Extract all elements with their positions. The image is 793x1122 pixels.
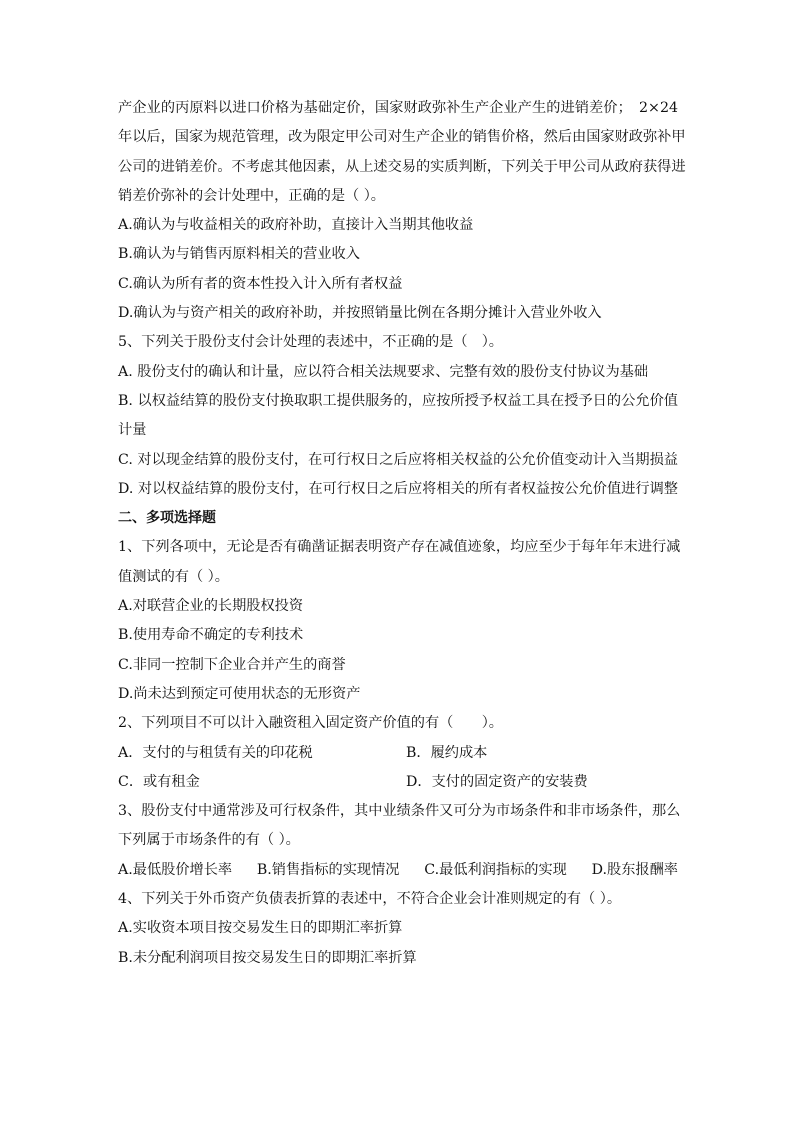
q5-option-b-cont: 计量 <box>118 422 147 439</box>
q4-stem-line-3: 公司的进销差价。不考虑其他因素，从上述交易的实质判断，下列关于甲公司从政府获得进 <box>118 158 686 175</box>
m3-option-b: B.销售指标的实现情况 <box>256 861 400 878</box>
q4-stem-line-1: 产企业的丙原料以进口价格为基础定价，国家财政弥补生产企业产生的进销差价； 2×24 <box>118 100 678 116</box>
q5-option-b: B. 以权益结算的股份支付换取职工提供服务的，应按所授予权益工具在授予日的公允价值 <box>118 392 678 409</box>
m4-option-a: A.实收资本项目按交易发生日的即期汇率折算 <box>118 920 403 937</box>
q4-stem-line-2: 年以后，国家为规范管理，改为限定甲公司对生产企业的销售价格，然后由国家财政弥补甲 <box>118 129 686 146</box>
q4-option-d: D.确认为与资产相关的政府补助，并按照销量比例在各期分摊计入营业外收入 <box>118 305 602 322</box>
m2-option-d: D．支付的固定资产的安装费 <box>406 773 588 790</box>
m1-stem-line-2: 值测试的有（ ）。 <box>118 568 229 585</box>
q5-stem: 5、下列关于股份支付会计处理的表述中，不正确的是（ ）。 <box>118 334 503 351</box>
q5-option-a: A. 股份支付的确认和计量，应以符合相关法规要求、完整有效的股份支付协议为基础 <box>118 363 649 380</box>
m2-stem: 2、下列项目不可以计入融资租入固定资产价值的有（ ）。 <box>118 715 503 732</box>
m2-options-row-1 <box>118 739 678 768</box>
m2-option-c: C．或有租金 <box>118 773 200 790</box>
m1-option-b: B.使用寿命不确定的专利技术 <box>118 627 304 644</box>
q4-stem-line-4: 销差价弥补的会计处理中，正确的是（ ）。 <box>118 187 385 204</box>
q4-option-c: C.确认为所有者的资本性投入计入所有者权益 <box>118 275 403 292</box>
m3-stem-line-2: 下列属于市场条件的有（ ）。 <box>118 832 300 849</box>
m3-stem-line-1: 3、股份支付中通常涉及可行权条件，其中业绩条件又可分为市场条件和非市场条件，那么 <box>118 803 681 820</box>
m3-option-d: D.股东报酬率 <box>591 861 678 878</box>
m3-options-row <box>118 856 678 885</box>
q5-option-d: D. 对以权益结算的股份支付，在可行权日之后应将相关的所有者权益按公允价值进行调整 <box>118 480 678 497</box>
m3-option-a: A.最低股价增长率 <box>118 861 233 878</box>
m2-options-row-2 <box>118 768 678 797</box>
m4-option-b: B.未分配利润项目按交易发生日的即期汇率折算 <box>118 949 417 966</box>
m1-option-c: C.非同一控制下企业合并产生的商誉 <box>118 656 346 673</box>
m4-stem: 4、下列关于外币资产负债表折算的表述中，不符合企业会计准则规定的有（ ）。 <box>118 891 622 908</box>
m1-option-a: A.对联营企业的长期股权投资 <box>118 598 304 615</box>
q4-option-b: B.确认为与销售丙原料相关的营业收入 <box>118 246 360 263</box>
q5-option-c: C. 对以现金结算的股份支付，在可行权日之后应将相关权益的公允价值变动计入当期损益 <box>118 451 678 468</box>
m2-option-b: B．履约成本 <box>406 744 488 761</box>
m3-option-c: C.最低利润指标的实现 <box>424 861 567 878</box>
section-heading-multiple-choice: 二、多项选择题 <box>118 510 216 527</box>
document-page <box>118 94 686 973</box>
m1-option-d: D.尚未达到预定可使用状态的无形资产 <box>118 685 361 702</box>
q4-option-a: A.确认为与收益相关的政府补助，直接计入当期其他收益 <box>118 217 474 234</box>
m2-option-a: A．支付的与租赁有关的印花税 <box>118 744 313 761</box>
m1-stem-line-1: 1、下列各项中，无论是否有确凿证据表明资产存在减值迹象，均应至少于每年年末进行减 <box>118 539 681 556</box>
